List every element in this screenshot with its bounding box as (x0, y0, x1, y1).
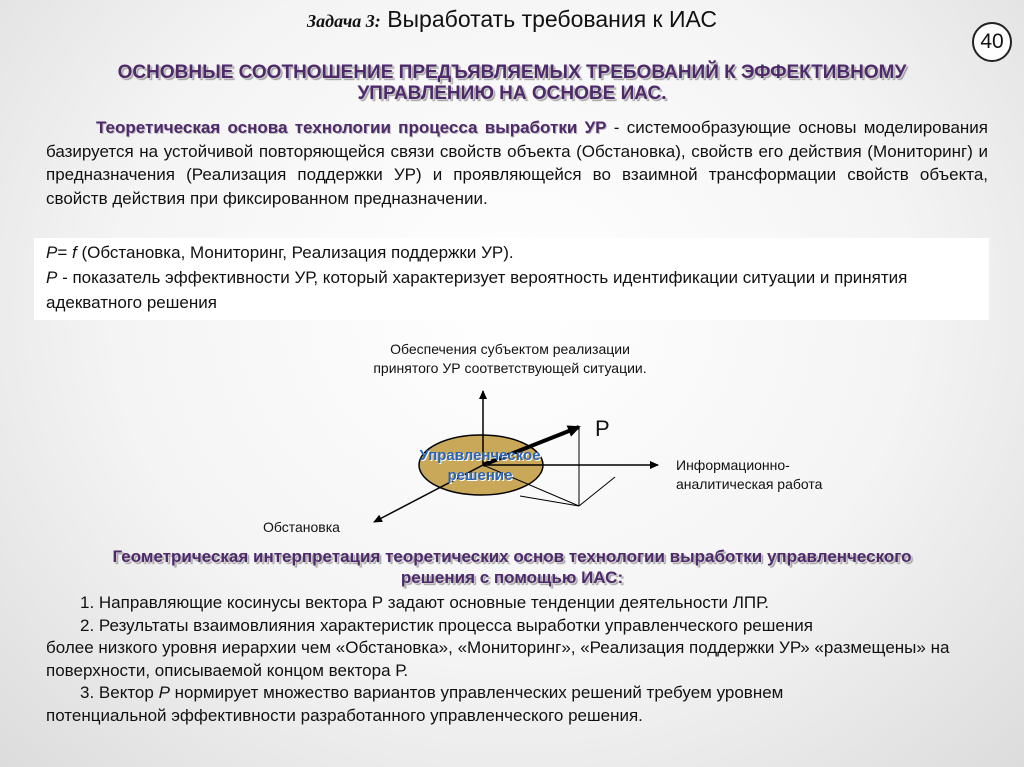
axis-right-label-line2: аналитическая работа (676, 476, 823, 492)
formula-p-symbol: Р (46, 243, 58, 262)
axis-top-label (320, 340, 700, 378)
ellipse-label (392, 446, 568, 486)
conclusion-item-2: 2. Результаты взаимовлияния характеристик процесса выработки управленческого решения (80, 615, 813, 635)
projection-right-line (579, 477, 615, 506)
ellipse-label-line2: решение (447, 467, 513, 484)
axis-right-label-line1: Информационно- (676, 457, 790, 473)
geometric-heading (20, 546, 1004, 588)
formula-f-symbol: f (72, 243, 77, 262)
conclusion-item-3-p: Р (158, 683, 170, 702)
conclusion-item-3-b: нормирует множество вариантов управленческих решений требуем уровнем (169, 683, 784, 702)
projection-left-line (520, 496, 579, 506)
conclusions-list (46, 592, 958, 727)
intro-lead: Теоретическая основа технологии процесса выработки УР (96, 118, 607, 137)
conclusion-item-3-cont: потенциальной эффективности разработанного управленческого решения. (46, 705, 643, 725)
axis-top-label-line1: Обеспечения субъектом реализации (390, 341, 630, 357)
intro-body: - системообразующие основы моделирования базируется на устойчивой повторяющейся связи свойств объекта (Обстановка), свойств его действия (Мониторинг) и предназначения (Реализация поддержки УР) и проявляющейся во взаимной трансформации свойств объекта, свойств действия при фиксированном предназначении. (46, 118, 988, 208)
conclusion-item-1: 1. Направляющие косинусы вектора Р задают основные тенденции деятельности ЛПР. (80, 593, 769, 612)
axis-right-label (676, 456, 822, 494)
main-heading-line2: УПРАВЛЕНИЮ НА ОСНОВЕ ИАС. (357, 83, 667, 104)
conclusion-item-2-cont: более низкого уровня иерархии чем «Обстановка», «Мониторинг», «Реализация поддержки УР» «размещены» на поверхности, описываемой концом вектора Р. (46, 638, 950, 680)
axis-top-label-line2: принятого УР соответствующей ситуации. (373, 360, 647, 376)
conclusion-item-3-a: 3. Вектор (80, 683, 159, 702)
geometric-heading-line1: Геометрическая интерпретация теоретических основ технологии выработки управленческого (112, 547, 912, 566)
task-title: Выработать требования к ИАС (387, 6, 717, 32)
task-prefix: Задача 3: (307, 11, 381, 31)
formula-p-symbol-2: Р (46, 268, 58, 287)
formula-eq: = (57, 243, 72, 262)
main-heading-line1: ОСНОВНЫЕ СООТНОШЕНИЕ ПРЕДЪЯВЛЯЕМЫХ ТРЕБОВАНИЙ К ЭФФЕКТИВНОМУ (117, 62, 907, 83)
formula-definition-text: - показатель эффективности УР, который характеризует вероятность идентификации ситуации и принятия адекватного решения (46, 268, 908, 312)
vector-p-label: Р (595, 416, 610, 441)
formula-args: (Обстановка, Мониторинг, Реализация поддержки УР). (76, 243, 514, 262)
ellipse-label-line1: Управленческое (419, 447, 541, 464)
conclusion-item-3 (58, 682, 958, 705)
geometric-heading-line2: решения с помощью ИАС: (400, 568, 624, 587)
page-number-badge: 40 (972, 22, 1012, 62)
axis-left-label: Обстановка (263, 519, 340, 535)
